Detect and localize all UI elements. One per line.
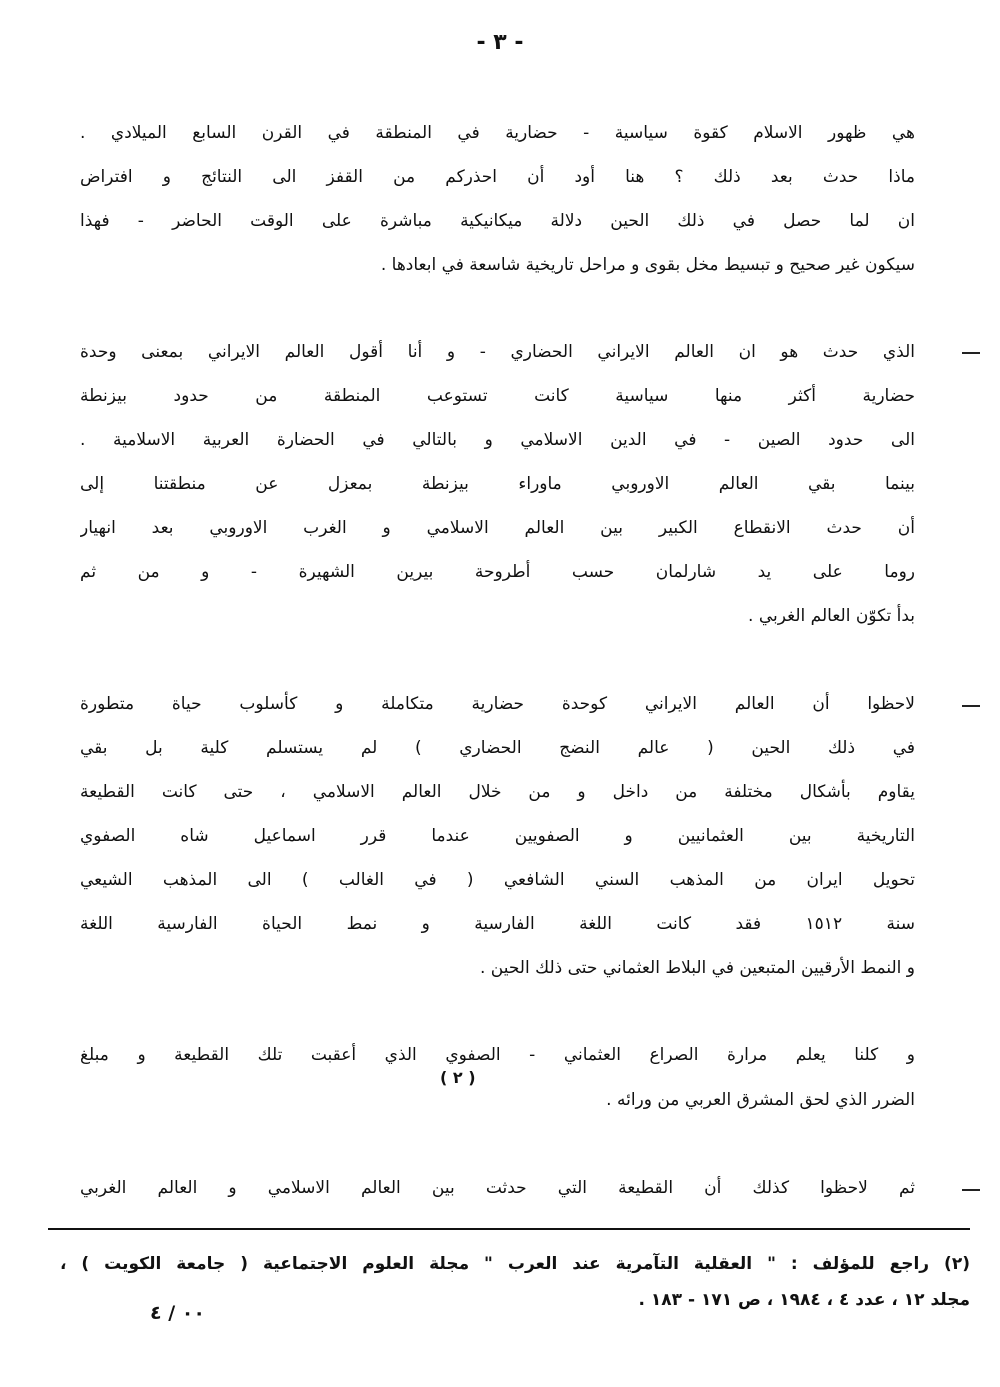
paragraph-3 [80, 682, 915, 990]
text-line: لاحظوا أن العالم الايراني كوحدة حضارية متكاملة و كأسلوب حياة متطورة [80, 694, 915, 714]
page-number: - ٣ - [476, 30, 524, 55]
text-line: بدأ تكوّن العالم الغربي . [748, 606, 915, 626]
text-line: التاريخية بين العثمانيين و الصفويين عندما قرر اسماعيل شاه الصفوي [80, 826, 915, 846]
paragraph-dash [962, 705, 980, 707]
footnote-line: (٢) راجع للمؤلف : " العقلية التآمرية عند العرب " مجلة العلوم الاجتماعية ( جامعة الكويت ) ، [60, 1254, 970, 1274]
text-line: و كلنا يعلم مرارة الصراع العثماني - الصفوي الذي أعقبت تلك القطيعة و مبلغ [80, 1045, 915, 1065]
text-line: في ذلك الحين ( عالم النضج الحضاري ) لم يستسلم كلية بل بقي [80, 738, 915, 758]
text-line: الى حدود الصين - في الدين الاسلامي و بالتالي في الحضارة العربية الاسلامية . [80, 430, 915, 450]
footnote-rule [48, 1228, 970, 1230]
footnote-reference: ( ٢ ) [440, 1068, 476, 1087]
text-line: بينما بقي العالم الاوروبي ماوراء بيزنطة بمعزل عن منطقتنا إلى [80, 474, 915, 494]
paragraph-1 [80, 111, 915, 287]
text-line: سنة ١٥١٢ فقد كانت اللغة الفارسية و نمط الحياة الفارسية اللغة [80, 914, 915, 934]
text-line: ان لما حصل في ذلك الحين دلالة ميكانيكية مباشرة على الوقت الحاضر - فهذا [80, 211, 915, 231]
paragraph-2 [80, 330, 915, 638]
paragraph-5 [80, 1166, 915, 1210]
paragraph-dash [962, 1189, 980, 1191]
reference-code: ٠٠ / ٤ [150, 1302, 205, 1324]
paragraph-4 [80, 1032, 915, 1122]
text-line: الذي حدث هو ان العالم الايراني الحضاري - و أنا أقول العالم الايراني بمعنى وحدة [80, 342, 915, 362]
footnote-line: مجلد ١٢ ، عدد ٤ ، ١٩٨٤ ، ص ١٧١ - ١٨٣ . [638, 1290, 970, 1310]
text-line: تحويل ايران من المذهب السني الشافعي ( في الغالب ) الى المذهب الشيعي [80, 870, 915, 890]
text-line: ثم لاحظوا كذلك أن القطيعة التي حدثت بين العالم الاسلامي و العالم الغربي [80, 1178, 915, 1198]
text-line: و النمط الأرقيين المتبعين في البلاط العثماني حتى ذلك الحين . [479, 958, 915, 978]
text-line: حضارية أكثر منها سياسية كانت تستوعب المنطقة من حدود بيزنطة [80, 386, 915, 406]
paragraph-dash [962, 352, 980, 354]
text-line: الضرر الذي لحق المشرق العربي من ورائه . [606, 1090, 915, 1110]
text-line: سيكون غير صحيح و تبسيط مخل بقوى و مراحل تاريخية شاسعة في ابعادها . [380, 255, 915, 275]
text-line: يقاوم بأشكال مختلفة من داخل و من خلال العالم الاسلامي ، حتى كانت القطيعة [80, 782, 915, 802]
text-line: روما على يد شارلمان حسب أطروحة بيرين الشهيرة - و من ثم [80, 562, 915, 582]
text-line: هي ظهور الاسلام كقوة سياسية - حضارية في المنطقة في القرن السابع الميلادي . [80, 123, 915, 143]
text-line: أن حدث الانقطاع الكبير بين العالم الاسلامي و الغرب الاوروبي بعد انهيار [80, 518, 915, 538]
text-line: ماذا حدث بعد ذلك ؟ هنا أود أن احذركم من القفز الى النتائج و افتراض [80, 167, 915, 187]
